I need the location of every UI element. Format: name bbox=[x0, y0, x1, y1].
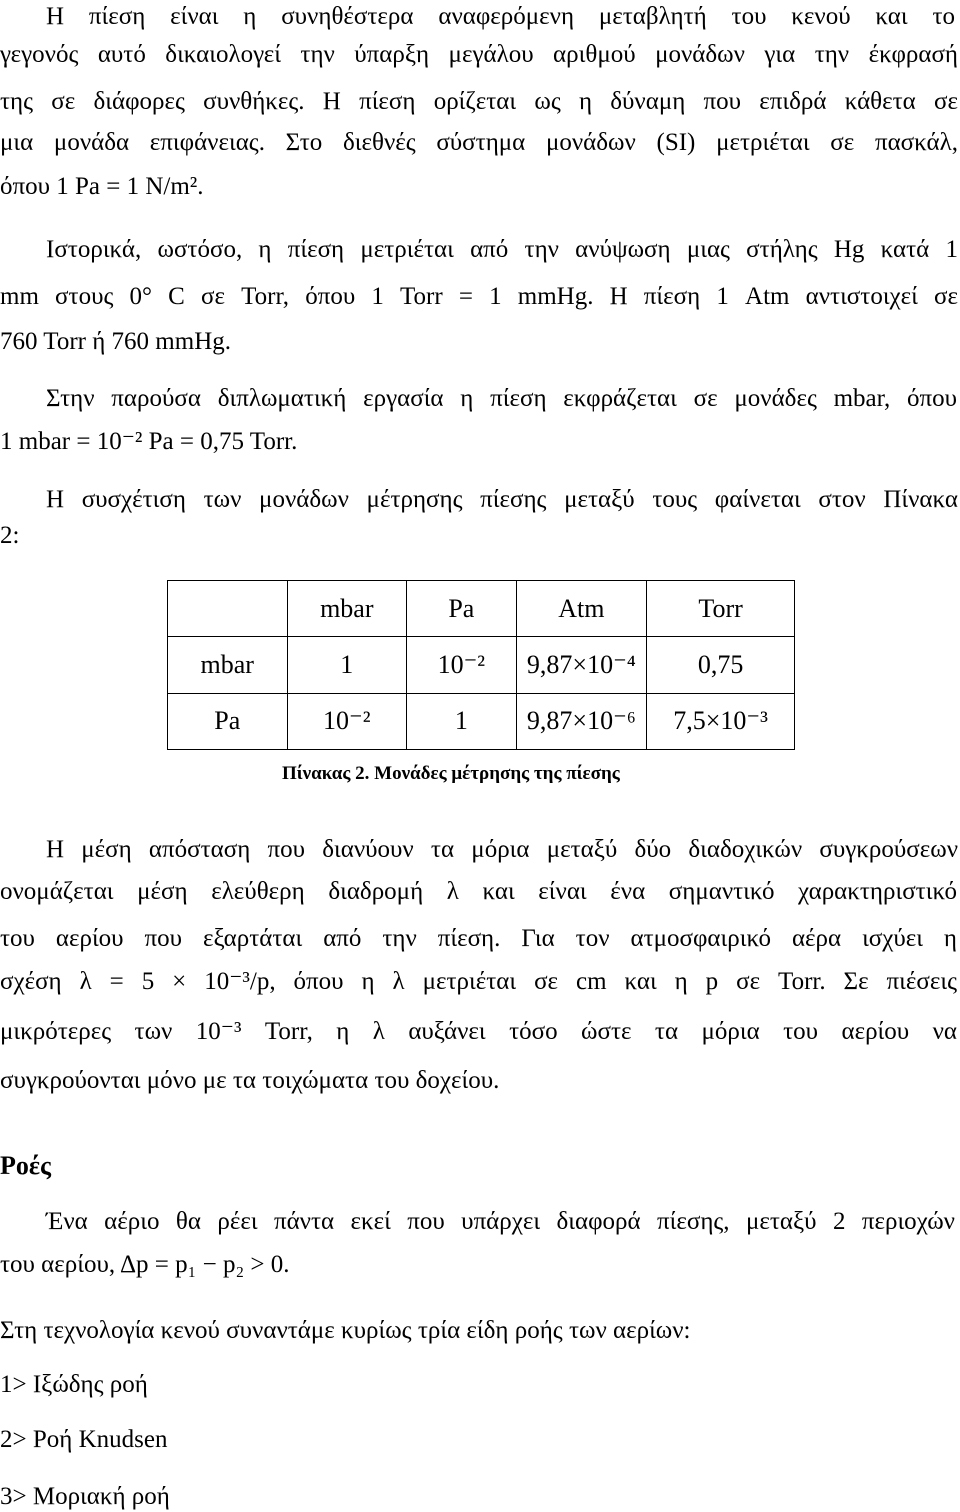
pressure-paragraph-line: μια μονάδα επιφάνειας. Στο διεθνές σύστημα μονάδων (SI) μετριέται σε πασκάλ, bbox=[0, 129, 958, 156]
table-header-cell: Torr bbox=[647, 581, 795, 637]
table-row-label: mbar bbox=[168, 637, 288, 693]
table-cell: 9,87×10⁻⁴ bbox=[516, 637, 647, 693]
mean-free-path-line: ονομάζεται μέση ελεύθερη διαδρομή λ και είναι ένα σημαντικό χαρακτηριστικό bbox=[0, 878, 957, 905]
mean-free-path-line: μικρότερες των 10⁻³ Torr, η λ αυξάνει τόσο ώστε τα μόρια του αερίου να bbox=[0, 1018, 957, 1045]
flows-paragraph-line: του αερίου, Δp = p₁ − p₂ > 0. bbox=[0, 1251, 290, 1278]
table-header-cell: Atm bbox=[516, 581, 647, 637]
table-caption: Πίνακας 2. Μονάδες μέτρησης της πίεσης bbox=[282, 763, 620, 784]
table-row bbox=[168, 693, 795, 749]
table-cell: 1 bbox=[287, 637, 407, 693]
mean-free-path-line: συγκρούονται μόνο με τα τοιχώματα του δοχείου. bbox=[0, 1067, 500, 1094]
pressure-paragraph-line: γεγονός αυτό δικαιολογεί την ύπαρξη μεγάλου αριθμού μονάδων για την έκφρασή bbox=[0, 41, 958, 68]
table-row-label: Pa bbox=[168, 693, 288, 749]
torr-paragraph-line: Ιστορικά, ωστόσο, η πίεση μετριέται από την ανύψωση μιας στήλης Hg κατά 1 bbox=[46, 236, 958, 263]
table-cell: 7,5×10⁻³ bbox=[647, 693, 795, 749]
flows-intro-line: Στη τεχνολογία κενού συναντάμε κυρίως τρία είδη ροής των αερίων: bbox=[0, 1317, 691, 1344]
pressure-units-table bbox=[167, 580, 795, 750]
table-intro-line: Η συσχέτιση των μονάδων μέτρησης πίεσης μεταξύ τους φαίνεται στον Πίνακα bbox=[46, 486, 958, 513]
table-header-cell bbox=[168, 581, 288, 637]
section-heading: Ροές bbox=[0, 1151, 51, 1180]
list-item: 1> Ιξώδης ροή bbox=[0, 1371, 148, 1398]
table-header-row bbox=[168, 581, 795, 637]
mbar-paragraph-line: 1 mbar = 10⁻² Pa = 0,75 Torr. bbox=[0, 428, 298, 455]
table-row bbox=[168, 637, 795, 693]
mean-free-path-line: του αερίου που εξαρτάται από την πίεση. Για τον ατμοσφαιρικό αέρα ισχύει η bbox=[0, 925, 957, 952]
table-cell: 10⁻² bbox=[287, 693, 407, 749]
mean-free-path-line: Η μέση απόσταση που διανύουν τα μόρια μεταξύ δύο διαδοχικών συγκρούσεων bbox=[46, 836, 958, 863]
table-cell: 0,75 bbox=[647, 637, 795, 693]
flows-paragraph-line: Ένα αέριο θα ρέει πάντα εκεί που υπάρχει διαφορά πίεσης, μεταξύ 2 περιοχών bbox=[46, 1208, 955, 1235]
table-header-cell: mbar bbox=[287, 581, 407, 637]
torr-paragraph-line: 760 Torr ή 760 mmHg. bbox=[0, 328, 231, 355]
list-item: 3> Μοριακή ροή bbox=[0, 1483, 170, 1510]
torr-paragraph-line: mm στους 0° C σε Torr, όπου 1 Torr = 1 mmHg. Η πίεση 1 Atm αντιστοιχεί σε bbox=[0, 283, 958, 310]
pressure-paragraph-line: όπου 1 Pa = 1 N/m². bbox=[0, 173, 204, 200]
table-intro-line: 2: bbox=[0, 522, 20, 549]
table-header-cell: Pa bbox=[407, 581, 517, 637]
pressure-paragraph-line: της σε διάφορες συνθήκες. Η πίεση ορίζεται ως η δύναμη που επιδρά κάθετα σε bbox=[0, 88, 958, 115]
table-cell: 1 bbox=[407, 693, 517, 749]
table-cell: 10⁻² bbox=[407, 637, 517, 693]
pressure-paragraph-line: Η πίεση είναι η συνηθέστερα αναφερόμενη μεταβλητή του κενού και το bbox=[46, 3, 955, 30]
mbar-paragraph-line: Στην παρούσα διπλωματική εργασία η πίεση εκφράζεται σε μονάδες mbar, όπου bbox=[46, 385, 957, 412]
mean-free-path-line: σχέση λ = 5 × 10⁻³/p, όπου η λ μετριέται σε cm και η p σε Torr. Σε πιέσεις bbox=[0, 968, 957, 995]
list-item: 2> Ροή Knudsen bbox=[0, 1426, 168, 1453]
table-cell: 9,87×10⁻⁶ bbox=[516, 693, 647, 749]
